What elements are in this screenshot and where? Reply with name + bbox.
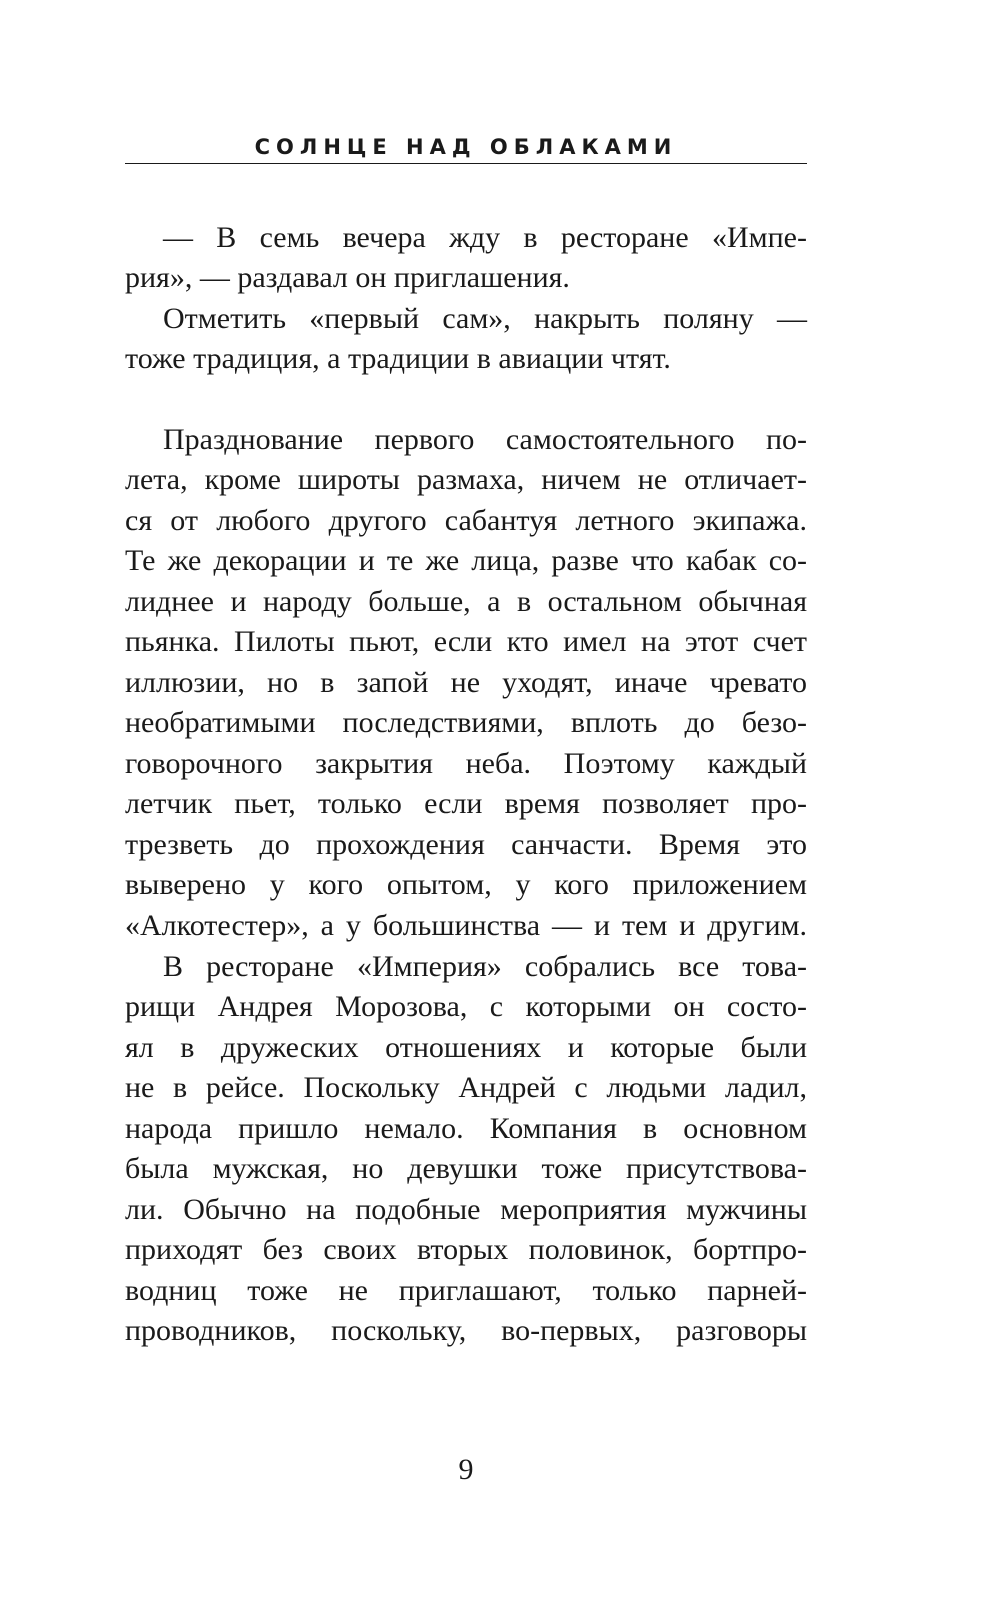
text-line: рия», — раздавал он приглашения. bbox=[125, 261, 570, 294]
text-line: иллюзии, но в запой не уходят, иначе чревато bbox=[125, 666, 807, 699]
running-head: СОЛНЦЕ НАД ОБЛАКАМИ bbox=[254, 135, 678, 159]
header-rule bbox=[125, 163, 807, 164]
text-line: проводников, поскольку, во-первых, разговоры bbox=[125, 1314, 807, 1347]
text-line: Отметить «первый сам», накрыть поляну — bbox=[163, 302, 807, 335]
text-line: пьянка. Пилоты пьют, если кто имел на этот счет bbox=[125, 625, 807, 658]
text-line: ли. Обычно на подобные мероприятия мужчины bbox=[125, 1193, 807, 1226]
text-line: рищи Андрея Морозова, с которыми он состо- bbox=[125, 990, 807, 1023]
text-line: Те же декорации и те же лица, разве что кабак со- bbox=[125, 544, 807, 577]
text-line: тоже традиция, а традиции в авиации чтят. bbox=[125, 342, 671, 375]
text-line: необратимыми последствиями, вплоть до безо- bbox=[125, 706, 807, 739]
text-line: «Алкотестер», а у большинства — и тем и другим. bbox=[125, 909, 807, 942]
text-line: выверено у кого опытом, у кого приложением bbox=[125, 868, 807, 901]
text-line: — В семь вечера жду в ресторане «Импе- bbox=[163, 221, 807, 254]
text-line: летчик пьет, только если время позволяет про- bbox=[125, 787, 807, 820]
text-line: не в рейсе. Поскольку Андрей с людьми ладил, bbox=[125, 1071, 807, 1104]
text-line: приходят без своих вторых половинок, бортпро- bbox=[125, 1233, 807, 1266]
text-line: лета, кроме широты размаха, ничем не отличает- bbox=[125, 463, 807, 496]
text-line: В ресторане «Империя» собрались все това- bbox=[163, 950, 807, 983]
text-line: трезветь до прохождения санчасти. Время это bbox=[125, 828, 807, 861]
text-line: говорочного закрытия неба. Поэтому каждый bbox=[125, 747, 807, 780]
text-line: водниц тоже не приглашают, только парней- bbox=[125, 1274, 807, 1307]
text-line: ся от любого другого сабантуя летного экипажа. bbox=[125, 504, 807, 537]
text-line: народа пришло немало. Компания в основном bbox=[125, 1112, 807, 1145]
text-line: была мужская, но девушки тоже присутствова- bbox=[125, 1152, 807, 1185]
text-line: ял в дружеских отношениях и которые были bbox=[125, 1031, 807, 1064]
text-line: лиднее и народу больше, а в остальном обычная bbox=[125, 585, 807, 618]
text-line: Празднование первого самостоятельного по- bbox=[163, 423, 807, 456]
page-number: 9 bbox=[458, 1453, 474, 1486]
